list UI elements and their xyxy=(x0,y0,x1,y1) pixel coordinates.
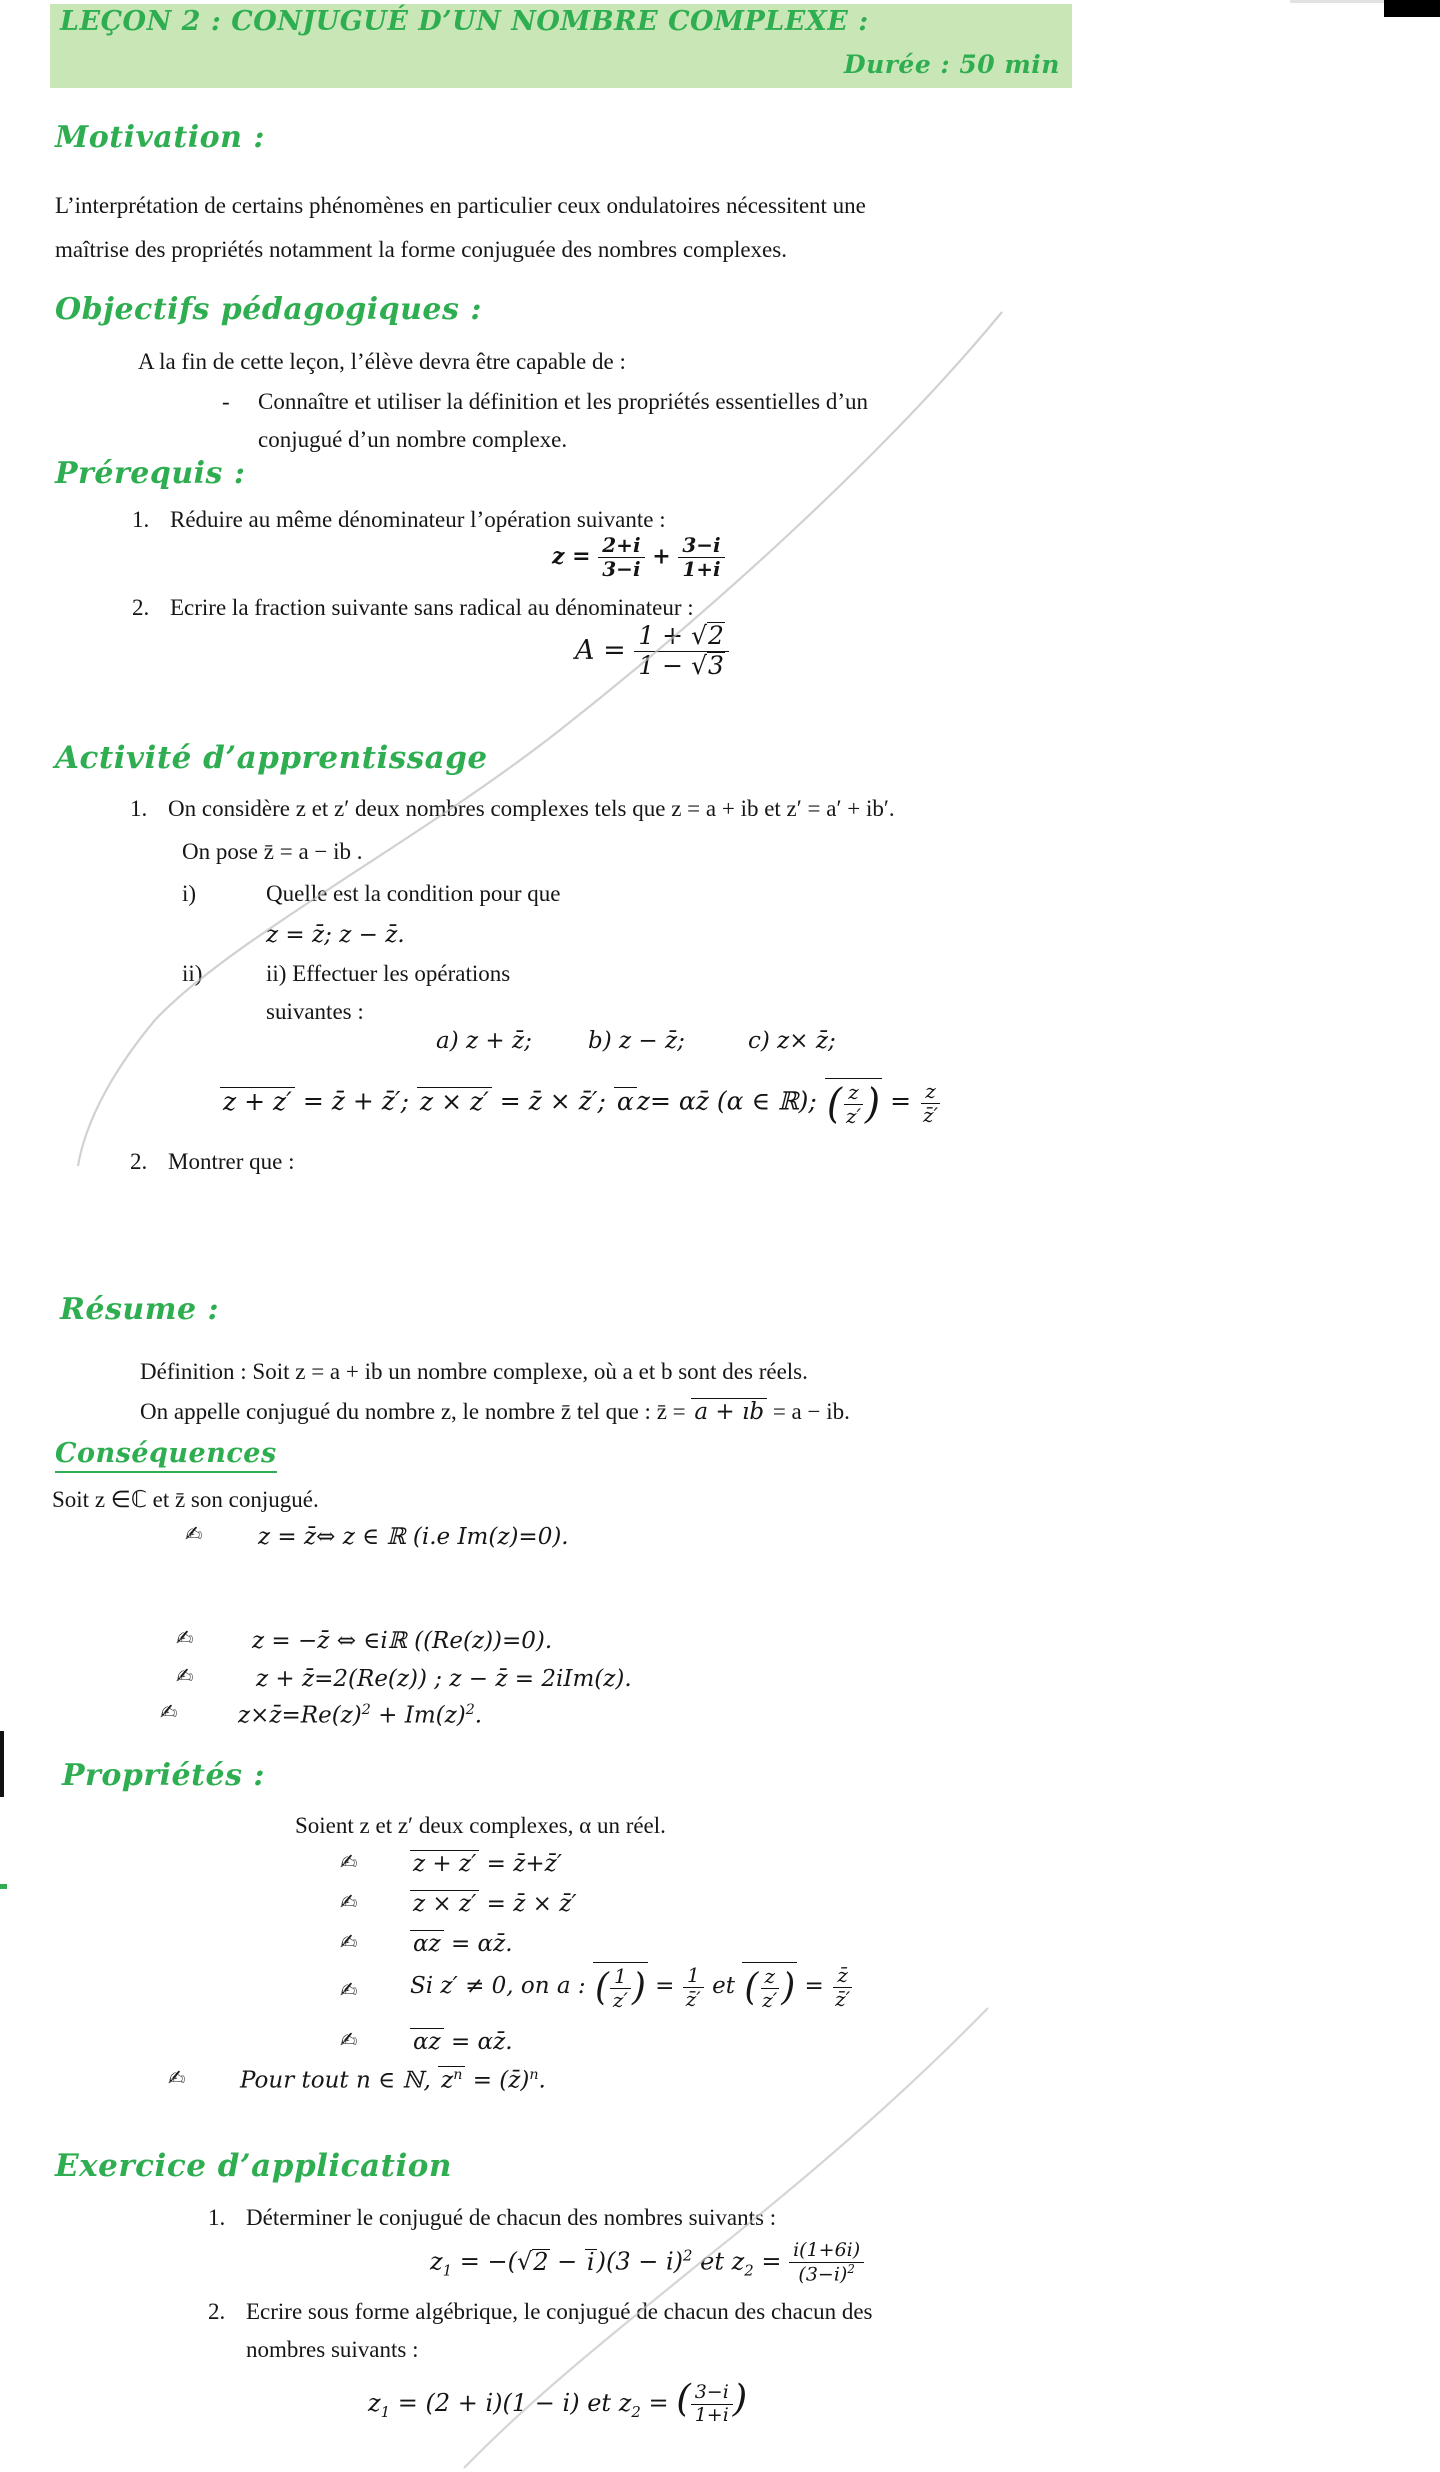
operations-b: b) z − z̄; xyxy=(588,1028,685,1054)
objectifs-item-line-1: Connaître et utiliser la définition et les propriétés essentielles d’un xyxy=(258,389,868,414)
section-heading-motivation: Motivation : xyxy=(55,120,265,155)
exercice-item2-line-2: nombres suivants : xyxy=(246,2337,419,2362)
property-5: αz = αz̄. xyxy=(410,2028,513,2057)
activite-pose-line: On pose z̄ = a − ib . xyxy=(182,839,363,864)
fraction: $\frac{3-i}{1+i}$ xyxy=(691,2382,733,2427)
pen-bullet-icon: ✍ xyxy=(168,2066,186,2090)
overline-product: z × z′ xyxy=(417,1087,492,1115)
pen-bullet-icon: ✍ xyxy=(340,1930,358,1954)
pen-bullet-icon: ✍ xyxy=(340,1850,358,1874)
exercice-item2-line-1: Ecrire sous forme algébrique, le conjugué de chacun des chacun des xyxy=(246,2299,873,2324)
scan-artifact-green-tick xyxy=(0,1884,7,1889)
resume-definition-line: Définition : Soit z = a + ib un nombre complexe, où a et b sont des réels. xyxy=(140,1359,808,1384)
plus-operator: + xyxy=(652,543,671,570)
lesson-header-band xyxy=(50,4,1072,88)
numerator: 1 + √2 xyxy=(634,622,729,652)
property-4-quotients: Si z′ ≠ 0, on a : ( $\frac{1}{z'}$ ) = $\frac{1}{z̄'}$ et ( $\frac{z}{z'}$ ) = $\frac{z̄}{z̄'}$ xyxy=(410,1962,854,2012)
section-heading-proprietes: Propriétés : xyxy=(62,1758,265,1793)
operations-c: c) z× z̄; xyxy=(748,1028,836,1054)
exercice-item1-number: 1. xyxy=(208,2205,226,2230)
overline-one-over-zprime: ( $\frac{1}{z'}$ ) xyxy=(594,1964,646,2012)
lesson-duration: Durée : 50 min xyxy=(843,50,1060,79)
formula-prerequis-1 xyxy=(552,534,725,581)
prerequis-item2-number: 2. xyxy=(132,595,150,620)
formula-lhs: z = xyxy=(552,543,591,570)
motivation-line-2: maîtrise des propriétés notamment la forme conjuguée des nombres complexes. xyxy=(55,237,787,262)
objectifs-item-dash: - xyxy=(222,389,230,414)
radical-icon: √ xyxy=(516,2247,533,2276)
pen-bullet-icon: ✍ xyxy=(340,2028,358,2052)
resume-conjugate-line: On appelle conjugué du nombre z, le nombre z̄ tel que : z̄ = a + ıb = a − ib. xyxy=(140,1399,850,1425)
activite-question-i: Quelle est la condition pour que xyxy=(266,881,561,906)
overline-a-plus-ib: a + ıb xyxy=(691,1398,767,1424)
scan-artifact-black-tick xyxy=(0,1731,4,1797)
section-heading-objectifs: Objectifs pédagogiques : xyxy=(55,292,482,327)
consequence-2: z = −z̄ ⇔ ∈iℝ ((Re(z))=0). xyxy=(252,1628,553,1654)
radical-icon: √ xyxy=(691,650,707,680)
proprietes-intro: Soient z et z′ deux complexes, α un réel. xyxy=(295,1813,666,1838)
consequence-1: z = z̄⇔ z ∈ ℝ (i.e Im(z)=0). xyxy=(258,1524,569,1550)
lesson-title: LEÇON 2 : CONJUGUÉ D’UN NOMBRE COMPLEXE : xyxy=(60,6,869,37)
section-heading-resume: Résume : xyxy=(60,1292,220,1327)
activite-item2-number: 2. xyxy=(130,1149,148,1174)
denominator: 1 − √3 xyxy=(638,650,724,680)
motivation-line-1: L’interprétation de certains phénomènes en particulier ceux ondulatoires nécessitent une xyxy=(55,193,866,218)
fraction xyxy=(634,622,729,681)
section-heading-prerequis: Prérequis : xyxy=(55,456,246,491)
pen-bullet-icon: ✍ xyxy=(176,1664,194,1688)
section-heading-consequences: Conséquences xyxy=(55,1438,277,1473)
property-6-power: Pour tout n ∈ ℕ, $z^n$ = (z̄)$^n$. xyxy=(240,2067,546,2094)
pen-bullet-icon: ✍ xyxy=(176,1626,194,1650)
operations-a: a) z + z̄; xyxy=(436,1028,532,1054)
activite-condition-math: z = z̄; z − z̄. xyxy=(266,922,405,948)
activite-item1-text: On considère z et z′ deux nombres complexes tels que z = a + ib et z′ = a′ + ib′. xyxy=(168,796,895,821)
consequence-4: $z\times z̄=Re(z)^2 + Im(z)^2$. xyxy=(238,1702,483,1729)
exercice-item2-number: 2. xyxy=(208,2299,226,2324)
activite-item1-number: 1. xyxy=(130,796,148,821)
denominator: $(3-i)^2$ xyxy=(798,2261,855,2286)
overline-i: i xyxy=(586,2247,595,2276)
property-1: z + z′ = z̄+z̄′ xyxy=(410,1850,562,1879)
scan-artifact-black-rect xyxy=(1384,0,1440,17)
fraction: $\frac{1}{z̄'}$ xyxy=(682,1964,705,2011)
pen-bullet-icon: ✍ xyxy=(185,1522,203,1546)
prerequis-item2-text: Ecrire la fraction suivante sans radical au dénominateur : xyxy=(170,595,694,620)
radical-icon: √ xyxy=(691,621,707,650)
overline-sum: z + z′ xyxy=(220,1087,295,1115)
activite-roman-ii: ii) xyxy=(182,961,203,986)
fraction: $\frac{z}{z̄'}$ xyxy=(922,1078,939,1127)
fraction: $\frac{3-i}{1+i}$ xyxy=(678,534,724,581)
overline-z-over-zprime: ( $\frac{z}{z'}$ ) xyxy=(744,1964,796,2012)
formula-exercice-2: $z_1 = (2 + i)(1 - i)$ et $z_2$ = ( $\frac{3-i}{1+i}$ ) xyxy=(368,2376,748,2426)
pen-bullet-icon: ✍ xyxy=(340,1978,358,2002)
consequence-3: z + z̄=2(Re(z)) ; z − z̄ = 2iIm(z). xyxy=(256,1666,632,1692)
pen-bullet-icon: ✍ xyxy=(160,1700,178,1724)
formula-exercice-1: $z_1 = -(√2 - i)(3 - i)^2$ et $z_2$ = $\frac{i(1+6i)}{(3-i)^2}$ xyxy=(430,2240,864,2286)
activite-suivantes: suivantes : xyxy=(266,999,364,1024)
prerequis-item1-number: 1. xyxy=(132,507,150,532)
fraction: $\frac{z̄}{z̄'}$ xyxy=(835,1962,851,2011)
pen-bullet-icon: ✍ xyxy=(340,1890,358,1914)
section-heading-exercice: Exercice d’application xyxy=(55,2148,452,2184)
property-3: αz = αz̄. xyxy=(410,1930,513,1959)
activite-item2-text: Montrer que : xyxy=(168,1149,295,1174)
formula-prerequis-2 xyxy=(575,622,729,681)
overline-z-power-n: $z^n$ xyxy=(438,2066,465,2093)
overline-alpha: α xyxy=(614,1087,637,1115)
section-heading-activite: Activité d’apprentissage xyxy=(55,740,488,776)
property-2: z × z′ = z̄ × z̄′ xyxy=(410,1890,577,1919)
consequences-intro: Soit z ∈ℂ et z̄ son conjugué. xyxy=(52,1487,319,1512)
objectifs-item-line-2: conjugué d’un nombre complexe. xyxy=(258,427,568,452)
formula-lhs: A = xyxy=(575,634,626,666)
activite-question-ii: ii) Effectuer les opérations xyxy=(266,961,511,986)
activite-roman-i: i) xyxy=(182,881,197,906)
objectifs-intro: A la fin de cette leçon, l’élève devra être capable de : xyxy=(138,349,626,374)
formula-conjugate-identities: z + z′ = z̄ + z̄′; z × z′ = z̄ × z̄′; αz= αz̄ (α ∈ ℝ); ( $\frac{z}{z'}$ ) = $\frac{z}{z̄'}$ xyxy=(220,1078,942,1128)
fraction: $\frac{i(1+6i)}{(3-i)^2}$ xyxy=(789,2240,864,2286)
fraction: $\frac{2+i}{3-i}$ xyxy=(598,534,644,581)
exercice-item1-text: Déterminer le conjugué de chacun des nombres suivants : xyxy=(246,2205,777,2230)
overline-quotient: ( $\frac{z}{z'}$ ) xyxy=(826,1080,881,1129)
prerequis-item1-text: Réduire au même dénominateur l’opération suivante : xyxy=(170,507,666,532)
